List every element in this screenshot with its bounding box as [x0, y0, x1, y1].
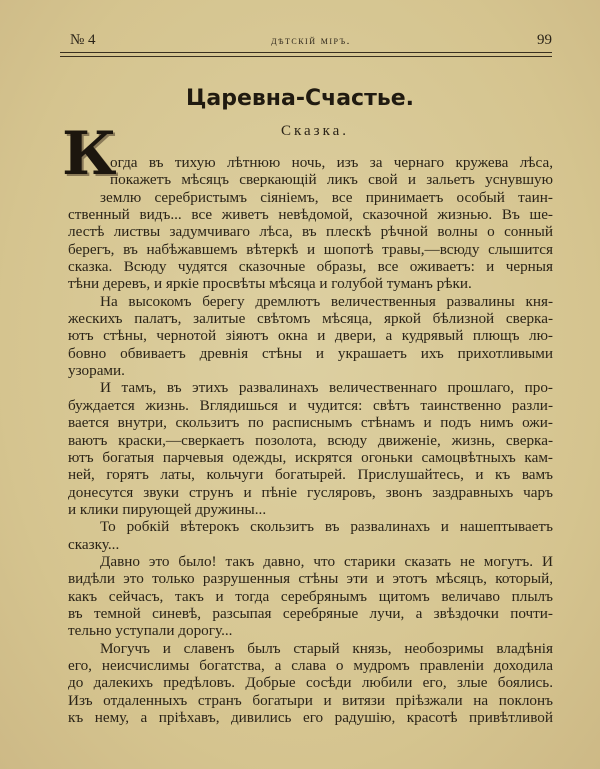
- text-line: землю серебристымъ сіяніемъ, все принимаетъ особый таин-: [100, 188, 553, 206]
- text-line: И тамъ, въ этихъ развалинахъ величественнаго прошлаго, про-: [100, 379, 553, 397]
- text-line: тельно уступали дорогу...: [68, 622, 233, 640]
- text-line: Давно это было! такъ давно, что старики сказать не могутъ. И: [100, 552, 553, 570]
- text-line: сказку...: [68, 535, 120, 553]
- header-rule: [60, 52, 552, 57]
- text-line: ней, горятъ латы, кольчуги богатырей. Прислушайтесь, и къ вамъ: [68, 466, 553, 484]
- text-line: ственный видъ... все живетъ невѣдомой, сказочной жизнью. Въ ше-: [68, 206, 553, 224]
- text-line: жескихъ палатъ, залитые свѣтомъ мѣсяца, яркой бѣлизной сверка-: [68, 310, 553, 328]
- text-line: тѣни деревъ, и яркіе просвѣты мѣсяца и голубой туманъ рѣки.: [68, 275, 472, 293]
- text-line: сказка. Всюду чудятся сказочные образы, все оживаетъ: и черныя: [68, 258, 553, 276]
- text-line: Изъ отдаленныхъ странъ богатыри и витязи пріѣзжали на поклонъ: [68, 691, 553, 709]
- text-line: какъ сейчасъ, такъ и тогда серебрянымъ щитомъ величаво плылъ: [68, 587, 553, 605]
- ornamental-drop-cap: К: [62, 119, 117, 189]
- text-line: берегъ, въ набѣжавшемъ вѣтеркѣ и шопотѣ травы,—всюду слышится: [68, 240, 553, 258]
- text-line: въ темной синевѣ, разсыпая серебряные лучи, а звѣздочки почти-: [68, 604, 553, 622]
- text-line: ютъ богатыя парчевыя одежды, искрятся огоньки самоцвѣтныхъ кам-: [68, 448, 553, 466]
- story-title: Царевна-Счастье.: [185, 86, 415, 111]
- text-line: лестѣ листвы задумчиваго лѣса, въ плескѣ рѣчной волны о сонный: [68, 223, 553, 241]
- text-line: покажетъ мѣсяцъ сверкающій ликъ свой и зальетъ уснувшую: [110, 171, 553, 189]
- text-line: ваютъ краски,—сверкаетъ позолота, всюду движеніе, жизнь, сверка-: [68, 431, 553, 449]
- text-line: вается внутри, скользитъ по расписнымъ стѣнамъ и подъ нимъ ожи-: [68, 414, 553, 432]
- text-line: Могучъ и славенъ былъ старый князь, необозримы владѣнія: [100, 639, 553, 657]
- text-line: узорами.: [68, 362, 125, 380]
- page-number: 99: [537, 32, 552, 48]
- text-line: буждается жизнь. Вглядишься и чудится: свѣтъ таинственно разли-: [68, 396, 553, 414]
- text-line: его, неисчислимы богатства, а слава о мудромъ правленіи доходила: [68, 656, 553, 674]
- text-line: ютъ стѣны, чернотой зіяютъ окна и двери, а кудрявый плющъ лю-: [68, 327, 553, 345]
- text-line: донесутся звуки струнъ и пѣніе гусляровъ, звонъ заздравныхъ чаръ: [68, 483, 553, 501]
- text-line: То робкій вѣтерокъ скользитъ въ развалинахъ и нашептываетъ: [100, 518, 553, 536]
- text-line: къ нему, а пріѣхавъ, дивились его радушію, красотѣ привѣтливой: [68, 709, 553, 726]
- story-subtitle: Сказка.: [280, 123, 350, 139]
- text-line: огда въ тихую лѣтнюю ночь, изъ за чернаго кружева лѣса,: [110, 154, 553, 171]
- running-header: [70, 32, 552, 50]
- text-line: до далекихъ предѣловъ. Добрые сосѣди любили его, злые боялись.: [68, 674, 553, 692]
- magazine-title: дѣтскій міръ.: [271, 35, 351, 47]
- text-line: На высокомъ берегу дремлютъ величественныя развалины кня-: [100, 292, 553, 310]
- story-body: [68, 154, 553, 726]
- text-line: видѣли это только разрушенныя стѣны эти и этотъ мѣсяцъ, который,: [68, 570, 553, 588]
- issue-number: № 4: [70, 32, 96, 48]
- text-line: и клики пирующей дружины...: [68, 500, 267, 518]
- text-line: бовно обвиваетъ древнія стѣны и украшаетъ ихъ прихотливыми: [68, 344, 553, 362]
